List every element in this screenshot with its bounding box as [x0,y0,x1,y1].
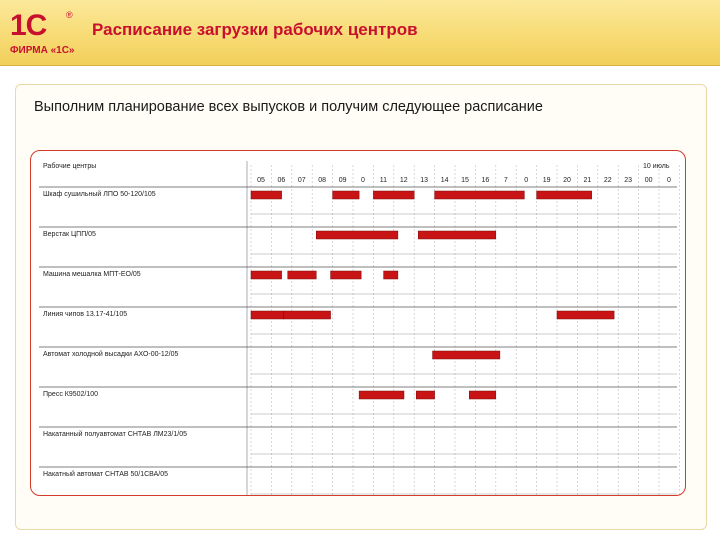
work-center-label: Машина мешалка МПТ-ЕО/05 [43,271,141,278]
logo-mark: 1С [10,9,47,42]
schedule-bar [418,231,496,239]
work-center-label: Пресс К9502/100 [43,391,99,398]
column-header-work-centers: Рабочие центры [43,163,97,170]
company-logo [8,8,86,60]
schedule-bar [416,391,434,399]
hour-label: 09 [338,177,347,184]
gantt-chart [30,150,686,496]
hour-label: 07 [297,177,306,184]
schedule-bar [333,191,360,199]
schedule-bar [557,311,614,319]
gantt-grid [31,151,686,496]
schedule-bar [251,191,282,199]
schedule-bar [469,391,496,399]
hour-label: 20 [563,177,571,184]
hour-label: 0 [524,177,529,184]
hour-label: 05 [257,177,265,184]
hour-label: 0 [361,177,365,184]
work-center-label: Накатный автомат СНТАВ 50/1СВА/05 [43,471,168,478]
schedule-bar [284,311,331,319]
hour-label: 16 [481,177,490,184]
hour-label: 11 [379,177,388,184]
hour-label: 7 [503,177,508,184]
hour-label: 13 [420,177,429,184]
hour-label: 19 [542,177,551,184]
work-center-label: Накатанный полуавтомат СНТАВ ЛМ23/1/05 [43,431,187,438]
slide-header [0,0,720,66]
schedule-bar [537,191,592,199]
work-center-label: Шкаф сушильный ЛПО 50-120/105 [43,191,156,198]
work-center-label: Линия чипов 13.17-41/105 [43,311,128,318]
intro-text: Выполним планирование всех выпусков и получим следующее расписание [34,99,543,115]
hour-label: 15 [461,177,469,184]
hour-label: 22 [603,177,612,184]
schedule-bar [384,271,398,279]
schedule-bar [251,271,282,279]
schedule-bar [288,271,317,279]
hour-label: 08 [318,177,327,184]
registered-mark: ® [66,10,73,20]
logo-subtitle: ФИРМА «1С» [10,45,75,56]
hour-label: 23 [624,177,633,184]
month-label: 10 июль [643,163,670,170]
work-center-label: Автомат холодной высадки АХО-00-12/05 [43,351,179,358]
hour-label: 12 [399,177,408,184]
hour-label: 21 [583,177,592,184]
schedule-bar [359,391,404,399]
schedule-bar [433,351,500,359]
schedule-bar [435,191,525,199]
schedule-bar [331,271,362,279]
schedule-bar [251,311,284,319]
hour-label: 00 [644,177,653,184]
schedule-bar [373,191,414,199]
hour-label: 06 [277,177,286,184]
schedule-bar [316,231,398,239]
hour-label: 0 [667,177,671,184]
slide-title: Расписание загрузки рабочих центров [92,20,418,39]
hour-label: 14 [440,177,449,184]
work-center-label: Верстак ЦПП/05 [43,231,96,238]
